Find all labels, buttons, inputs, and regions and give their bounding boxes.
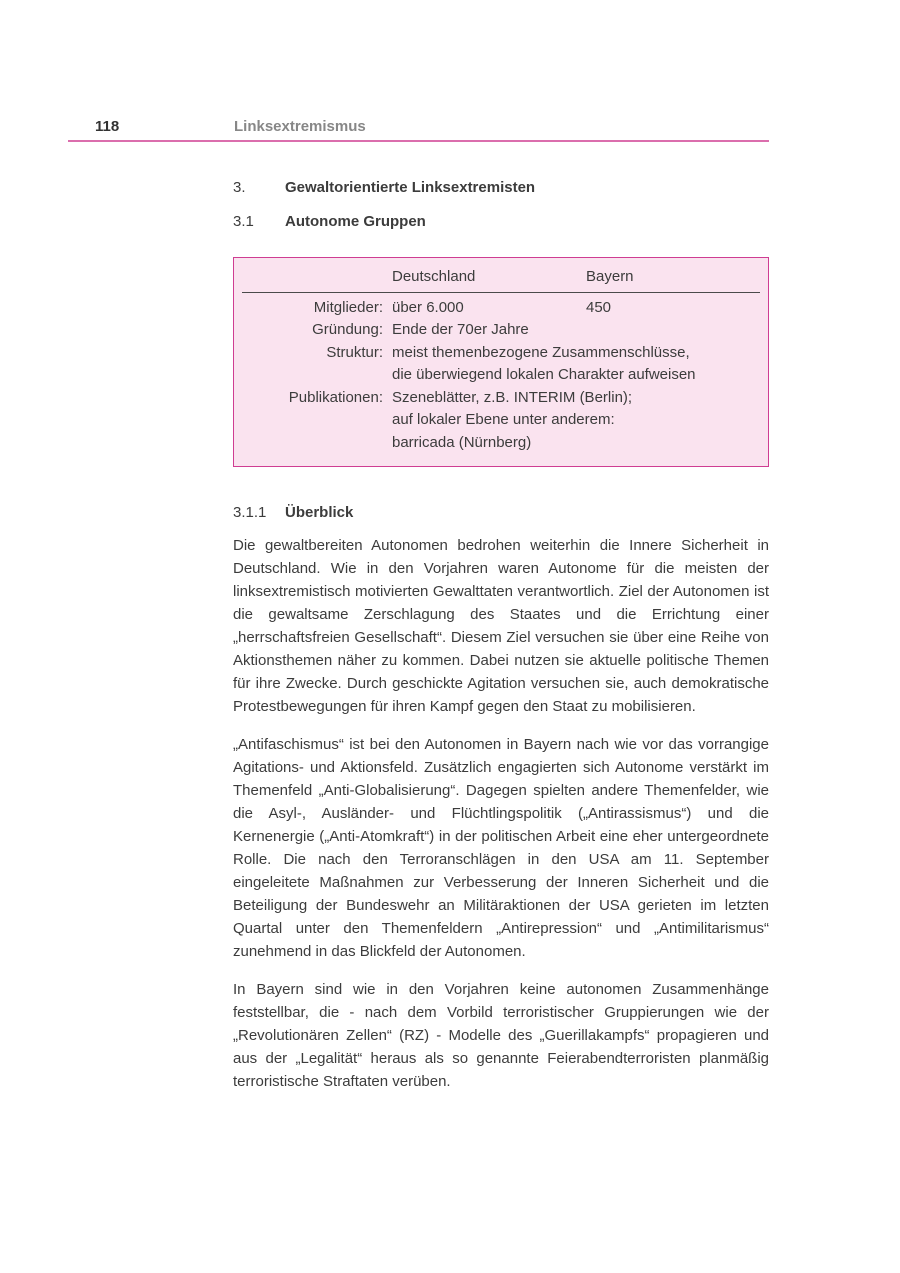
section-title: Gewaltorientierte Linksextremisten [285,179,536,196]
running-head: Linksextremismus [234,118,366,135]
infobox-row-gruendung [242,319,760,342]
page-number: 118 [95,118,120,135]
infobox-label: Publikationen: [288,388,383,406]
section-heading [233,178,769,197]
infobox-value-bayern: 450 [586,298,612,316]
body-paragraph: Die gewaltbereiten Autonomen bedrohen weiterhin die Innere Sicherheit in Deutschland. Wie in den Vorjahren waren Autonome für die meisten der linksextremistisch motivierten Gewalttaten verantwortlich. Ziel der Autonomen ist die gewaltsame Zerschlagung des Staates und die Errichtung einer „herrschaftsfreien Gesellschaft“. Diesem Ziel versuchen sie über eine Reihe von Aktionsthemen näher zu kommen. Dabei nutzen sie aktuelle politische Themen für ihre Zwecke. Durch geschickte Agitation versuchen sie, auch demokratische Protestbewegungen für ihren Kampf gegen den Staat zu mobilisieren. [233,537,769,715]
infobox-row-mitglieder [242,297,760,320]
infobox-col-bayern: Bayern [586,268,634,285]
infobox-value-deutschland: über 6.000 [392,298,464,316]
body-paragraph: „Antifaschismus“ ist bei den Autonomen in Bayern nach wie vor das vorrangige Agitations- und Aktionsfeld. Zusätzlich engagierten sich Autonome verstärkt im Themenfeld „Anti-Globalisierung“. Dagegen spielten andere Themenfelder, wie die Asyl-, Ausländer- und Flüchtlingspolitik („Antirassismus“) und die Kernenergie („Anti-Atomkraft“) in der politischen Arbeit eine eher untergeordnete Rolle. Die nach den Terroranschlägen in den USA am 11. September eingeleitete Maßnahmen zur Verbesserung der Inneren Sicherheit und die Beteiligung der Bundeswehr an Militäraktionen der USA gerieten im letzten Quartal unter den Themenfeldern „Antirepression“ und „Antimilitarismus“ zunehmend in das Blickfeld der Autonomen. [233,736,769,960]
subsubsection-heading [233,503,769,522]
infobox-label: Gründung: [312,321,383,338]
infobox-value-line: barricada (Nürnberg) [392,433,532,451]
infobox-value-line: auf lokaler Ebene unter anderem: [392,411,615,428]
infobox-row-publikationen [242,387,760,455]
subsection-number: 3.1 [233,213,254,230]
infobox-label: Struktur: [326,343,383,361]
infobox-label: Mitglieder: [313,298,383,316]
header-rule [68,140,769,142]
infobox-col-deutschland: Deutschland [392,268,476,285]
subsection-heading [233,212,769,231]
subsection-title: Autonome Gruppen [285,213,426,230]
infobox-value-deutschland: Ende der 70er Jahre [392,321,529,338]
infobox [233,257,769,467]
infobox-header-row [242,266,760,293]
section-number: 3. [233,179,246,196]
main-content [233,178,769,1108]
body-paragraph: In Bayern sind wie in den Vorjahren keine autonomen Zusammenhänge feststellbar, die - nach dem Vorbild terroristischer Gruppierungen wie der „Revolutionären Zellen“ (RZ) - Modelle des „Guerillakampfs“ propagieren und aus der „Legalität“ heraus als so genannte Feierabendterroristen planmäßig terroristische Straftaten verüben. [233,981,769,1090]
infobox-value-bayern [586,319,760,342]
body-text [233,534,769,1093]
subsubsection-number: 3.1.1 [233,504,267,521]
subsubsection-title: Überblick [285,504,354,521]
infobox-header-label [242,266,392,289]
infobox-value [392,387,760,455]
infobox-value-line: Szeneblätter, z.B. INTERIM (Berlin); [392,388,633,406]
infobox-value [392,342,760,387]
infobox-value-line: die überwiegend lokalen Charakter aufweisen [392,366,696,383]
infobox-row-struktur [242,342,760,387]
infobox-value-line: meist themenbezogene Zusammenschlüsse, [392,343,690,361]
